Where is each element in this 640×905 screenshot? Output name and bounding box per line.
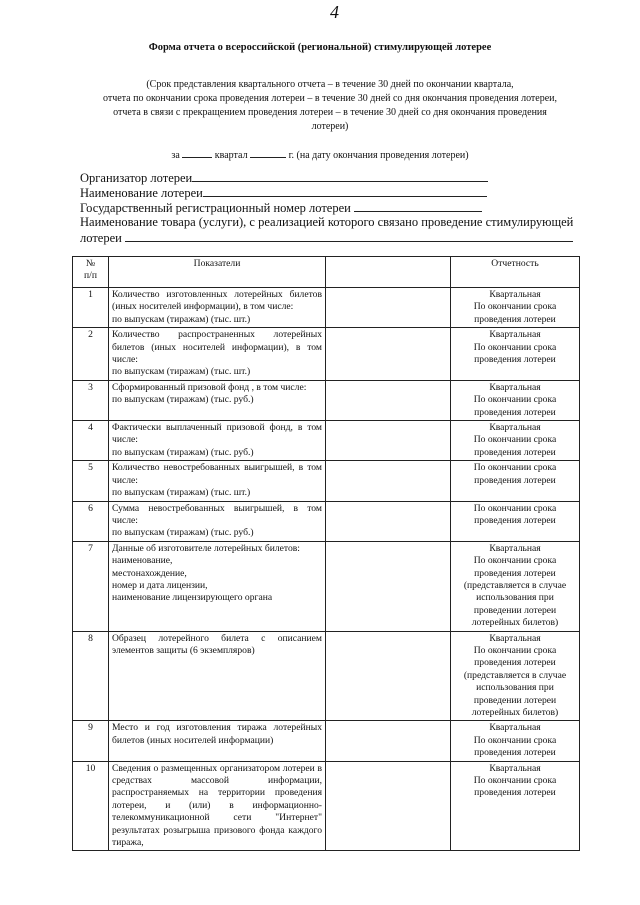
table-row bbox=[73, 631, 580, 721]
subtitle-line: отчета в связи с прекращением проведения лотереи – в течение 30 дней со дня окончания проведения bbox=[113, 107, 547, 118]
goods-label: Наименование товара (услуги), с реализацией которого связано проведение стимулирующей bbox=[80, 215, 574, 229]
row-value-cell bbox=[326, 421, 451, 461]
lottery-name-label: Наименование лотереи bbox=[80, 186, 203, 200]
row-num: 9 bbox=[73, 721, 109, 761]
period-kvartal: квартал bbox=[214, 150, 248, 161]
quarter-blank bbox=[182, 146, 212, 158]
row-indicator: Сформированный призовой фонд , в том числе: по выпускам (тиражам) (тыс. руб.) bbox=[109, 380, 326, 420]
row-indicator: Фактически выплаченный призовой фонд, в том числе: по выпускам (тиражам) (тыс. руб.) bbox=[109, 421, 326, 461]
table-row bbox=[73, 461, 580, 501]
organizer-field bbox=[80, 170, 488, 186]
row-reporting: Квартальная По окончании срока проведения лотереи bbox=[451, 288, 580, 328]
row-value-cell bbox=[326, 761, 451, 851]
page-number: 4 bbox=[330, 2, 339, 22]
subtitle-line: лотереи) bbox=[311, 121, 349, 132]
report-table bbox=[72, 256, 580, 851]
row-num: 10 bbox=[73, 761, 109, 851]
document-title: Форма отчета о всероссийской (региональной) стимулирующей лотерее bbox=[148, 42, 492, 53]
row-num: 1 bbox=[73, 288, 109, 328]
row-reporting: Квартальная По окончании срока проведения лотереи bbox=[451, 721, 580, 761]
row-reporting: Квартальная По окончании срока проведения лотереи bbox=[451, 761, 580, 851]
row-num: 5 bbox=[73, 461, 109, 501]
period-za: за bbox=[171, 150, 180, 161]
table-row bbox=[73, 328, 580, 381]
subtitle-line: отчета по окончании срока проведения лотереи – в течение 30 дней со дня окончания проведения лотереи, bbox=[102, 93, 558, 104]
table-row bbox=[73, 380, 580, 420]
lottery-name-blank bbox=[203, 185, 487, 197]
year-blank bbox=[250, 146, 286, 158]
subtitle-line: (Срок представления квартального отчета – в течение 30 дней по окончании квартала, bbox=[146, 79, 514, 90]
row-value-cell bbox=[326, 721, 451, 761]
row-value-cell bbox=[326, 631, 451, 721]
table-row bbox=[73, 288, 580, 328]
row-reporting: Квартальная По окончании срока проведения лотереи (представляется в случае использования при проведении лотереи лотерейных билетов) bbox=[451, 541, 580, 631]
reg-number-blank bbox=[354, 200, 482, 212]
header-empty bbox=[326, 257, 451, 288]
period-rest: г. (на дату окончания проведения лотереи) bbox=[288, 150, 469, 161]
header-indicators: Показатели bbox=[109, 257, 326, 288]
row-indicator: Сумма невостребованных выигрышей, в том числе: по выпускам (тиражам) (тыс. руб.) bbox=[109, 501, 326, 541]
document-subtitle bbox=[60, 78, 600, 134]
row-reporting: Квартальная По окончании срока проведения лотереи bbox=[451, 421, 580, 461]
lottery-name-field bbox=[80, 185, 487, 201]
table-header-row bbox=[73, 257, 580, 288]
row-value-cell bbox=[326, 288, 451, 328]
row-indicator: Количество изготовленных лотерейных билетов (иных носителей информации), в том числе: по выпускам (тиражам) (тыс. шт.) bbox=[109, 288, 326, 328]
report-period bbox=[0, 146, 640, 161]
row-num: 2 bbox=[73, 328, 109, 381]
row-value-cell bbox=[326, 541, 451, 631]
row-value-cell bbox=[326, 461, 451, 501]
row-num: 3 bbox=[73, 380, 109, 420]
table-row bbox=[73, 761, 580, 851]
organizer-blank bbox=[192, 170, 488, 182]
goods-field bbox=[80, 215, 573, 230]
row-reporting: По окончании срока проведения лотереи bbox=[451, 501, 580, 541]
row-reporting: Квартальная По окончании срока проведения лотереи bbox=[451, 380, 580, 420]
organizer-label: Организатор лотереи bbox=[80, 171, 193, 185]
goods-field-continued bbox=[80, 230, 573, 246]
row-num: 6 bbox=[73, 501, 109, 541]
row-indicator: Образец лотерейного билета с описанием элементов защиты (6 экземпляров) bbox=[109, 631, 326, 721]
row-num: 4 bbox=[73, 421, 109, 461]
row-num: 8 bbox=[73, 631, 109, 721]
row-indicator: Данные об изготовителе лотерейных билетов: наименование, местонахождение, номер и дата лицензии, наименование лицензирующего органа bbox=[109, 541, 326, 631]
table-row bbox=[73, 421, 580, 461]
goods-blank bbox=[125, 230, 573, 242]
row-reporting: По окончании срока проведения лотереи bbox=[451, 461, 580, 501]
row-value-cell bbox=[326, 380, 451, 420]
table-row bbox=[73, 541, 580, 631]
header-reporting: Отчетность bbox=[451, 257, 580, 288]
row-indicator: Количество распространенных лотерейных билетов (иных носителей информации), в том числе: по выпускам (тиражам) (тыс. шт.) bbox=[109, 328, 326, 381]
row-reporting: Квартальная По окончании срока проведения лотереи (представляется в случае использования при проведении лотереи лотерейных билетов) bbox=[451, 631, 580, 721]
row-reporting: Квартальная По окончании срока проведения лотереи bbox=[451, 328, 580, 381]
row-indicator: Сведения о размещенных организатором лотереи в средствах массовой информации, распространяемых на территории проведения лотереи, и (или) в информационно-телекоммуникационной сети "Интернет" результатах розыгрыша призового фонда каждого тиража, bbox=[109, 761, 326, 851]
table-row bbox=[73, 501, 580, 541]
header-num: № п/п bbox=[73, 257, 109, 288]
reg-number-label: Государственный регистрационный номер лотереи bbox=[80, 201, 351, 215]
row-num: 7 bbox=[73, 541, 109, 631]
goods-label-continued: лотереи bbox=[80, 231, 122, 245]
row-value-cell bbox=[326, 501, 451, 541]
row-value-cell bbox=[326, 328, 451, 381]
row-indicator: Количество невостребованных выигрышей, в том числе: по выпускам (тиражам) (тыс. шт.) bbox=[109, 461, 326, 501]
table-row bbox=[73, 721, 580, 761]
reg-number-field bbox=[80, 200, 482, 216]
row-indicator: Место и год изготовления тиража лотерейных билетов (иных носителей информации) bbox=[109, 721, 326, 761]
